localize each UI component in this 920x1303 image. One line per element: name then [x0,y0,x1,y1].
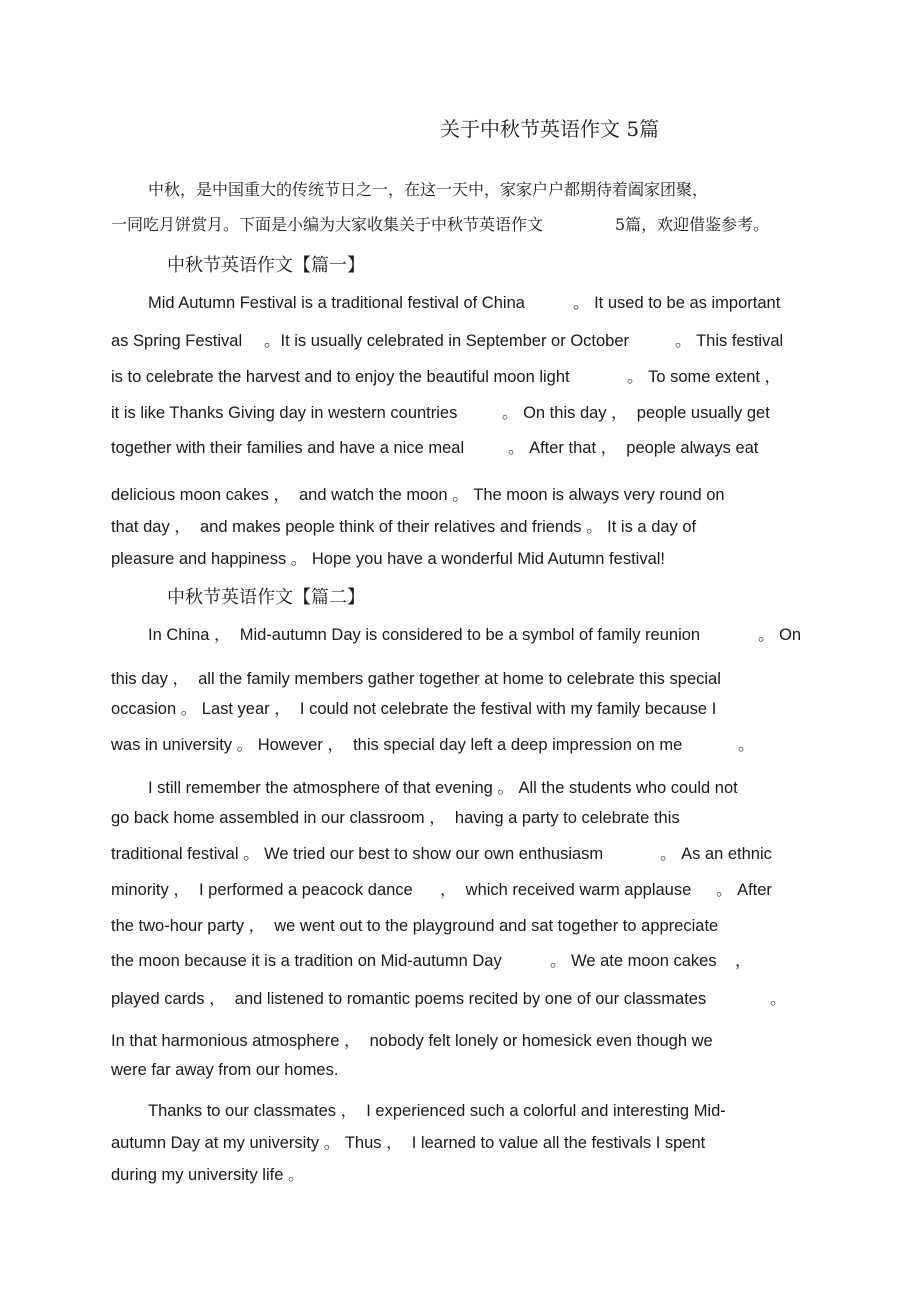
essay1-line: 。 After that ， people always eat [508,439,759,457]
essay2-line: during my university life 。 [111,1166,305,1184]
essay2-line: 。 [770,990,787,1008]
essay1-heading: 中秋节英语作文【篇一】 [167,255,365,276]
essay2-line: 。 On [758,626,802,644]
essay2-line: ， [735,952,752,970]
essay1-line: delicious moon cakes ， and watch the moon 。 The moon is always very round on [111,486,725,504]
document-title: 关于中秋节英语作文 5篇 [440,117,660,141]
essay1-line: 。 On this day ， people usually get [502,404,770,422]
essay1-line: together with their families and have a nice meal [111,439,465,457]
essay2-line: the moon because it is a tradition on Mid-autumn Day [111,952,502,970]
essay2-line: played cards ， and listened to romantic poems recited by one of our classmates [111,990,707,1008]
essay2-line: 。 After [716,881,772,899]
intro-line: 中秋，是中国重大的传统节日之一，在这一天中，家家户户都期待着阖家团聚， [148,180,709,199]
essay1-line: as Spring Festival [111,332,243,350]
essay1-line: 。 This festival [675,332,784,350]
essay2-line: ， which received warm applause [440,881,692,899]
essay2-line: autumn Day at my university 。 Thus ， I learned to value all the festivals I spent [111,1134,706,1152]
essay2-line: 。 We ate moon cakes [550,952,717,970]
essay1-line: 。 It used to be as important [573,294,781,312]
essay1-line: Mid Autumn Festival is a traditional festival of China [148,294,525,312]
essay2-heading: 中秋节英语作文【篇二】 [167,587,365,608]
essay2-line: 。 [738,736,755,754]
essay2-line: were far away from our homes. [111,1061,339,1079]
essay2-line: the two-hour party ， we went out to the playground and sat together to appreciate [111,917,719,935]
essay1-line: is to celebrate the harvest and to enjoy the beautiful moon light [111,368,570,386]
essay1-line: it is like Thanks Giving day in western countries [111,404,458,422]
essay2-line: 。 As an ethnic [660,845,772,863]
essay2-line: Thanks to our classmates ， I experienced such a colorful and interesting Mid- [148,1102,726,1120]
essay2-line: In that harmonious atmosphere ， nobody felt lonely or homesick even though we [111,1032,713,1050]
essay2-line: go back home assembled in our classroom ， having a party to celebrate this [111,809,680,827]
essay2-line: I still remember the atmosphere of that evening 。 All the students who could not [148,779,738,797]
essay2-line: this day ， all the family members gather together at home to celebrate this special [111,670,721,688]
intro-line: 5篇，欢迎借鉴参考。 [615,215,770,234]
essay2-line: was in university 。 However ， this special day left a deep impression on me [111,736,683,754]
essay2-line: traditional festival 。 We tried our best to show our own enthusiasm [111,845,604,863]
essay2-line: In China ， Mid-autumn Day is considered to be a symbol of family reunion [148,626,701,644]
essay1-line: 。It is usually celebrated in September or October [264,332,630,350]
essay2-line: minority ， I performed a peacock dance [111,881,413,899]
intro-line: 一同吃月饼赏月。下面是小编为大家收集关于中秋节英语作文 [111,215,544,234]
essay2-line: occasion 。 Last year ， I could not celebrate the festival with my family because I [111,700,717,718]
essay1-line: that day ， and makes people think of their relatives and friends 。 It is a day of [111,518,697,536]
essay1-line: 。 To some extent ， [627,368,782,386]
essay1-line: pleasure and happiness 。 Hope you have a wonderful Mid Autumn festival! [111,550,665,568]
